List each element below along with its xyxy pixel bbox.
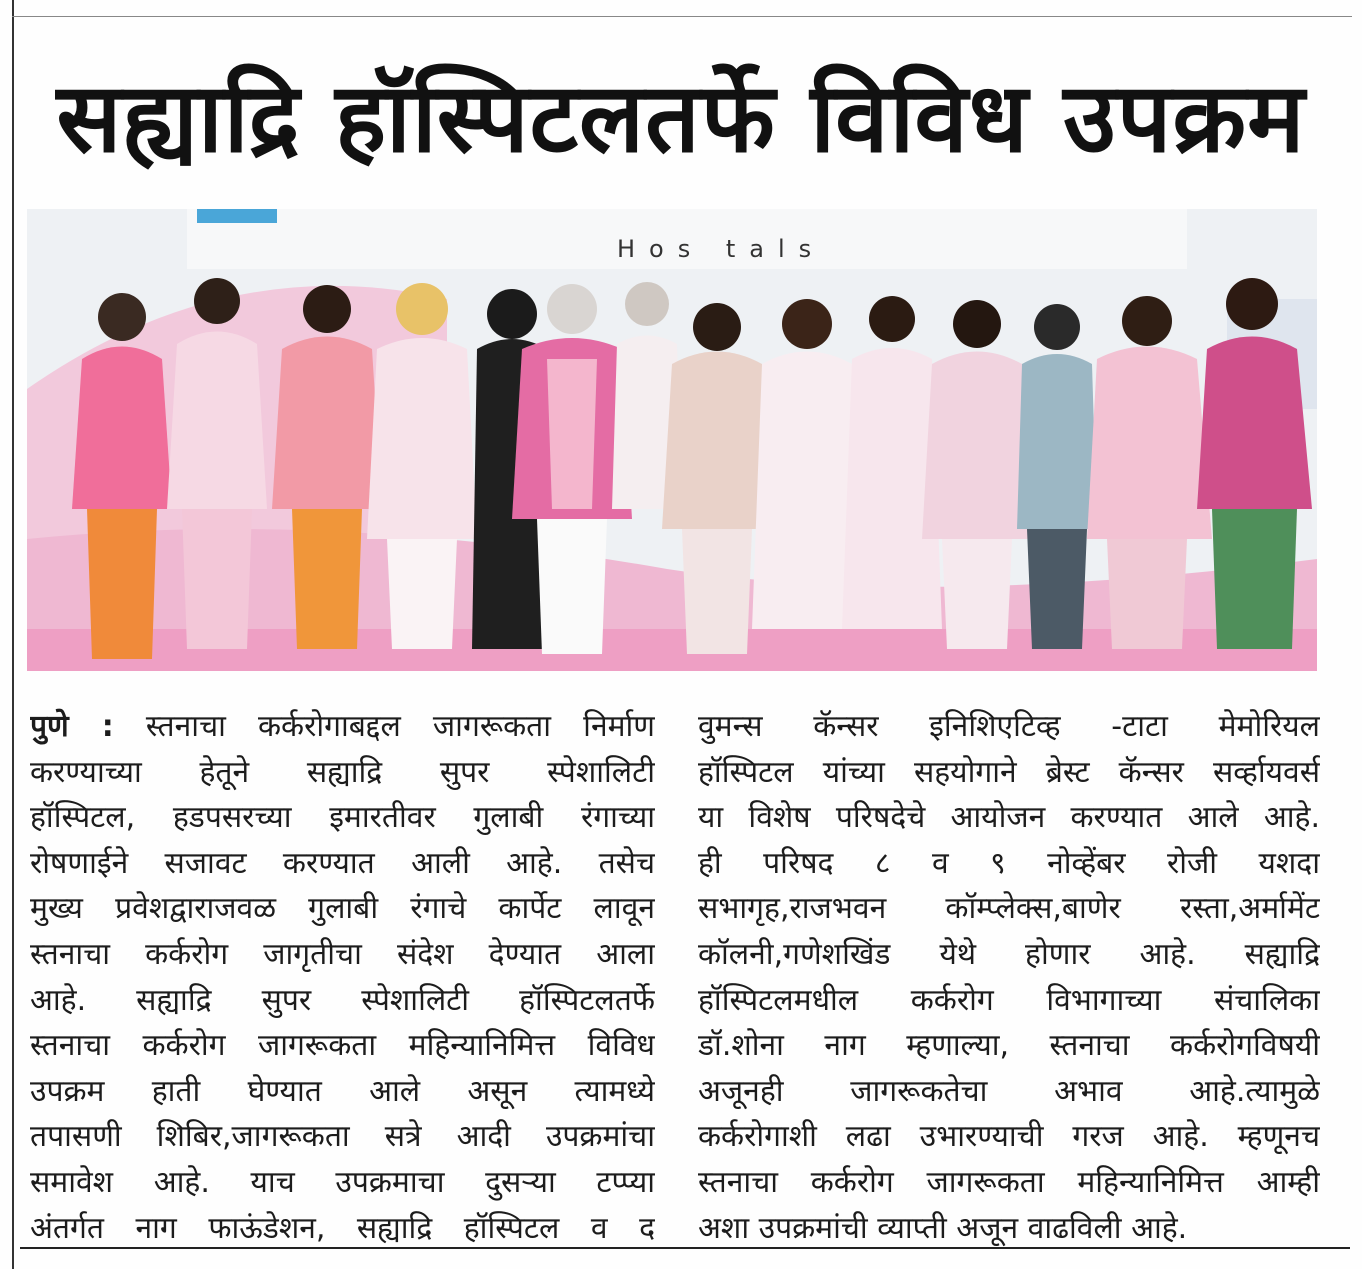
article-text: स्तनाचा कर्करोगाबद्दल जागरूकता निर्माण — [145, 709, 655, 744]
article-line: उपक्रम हाती घेण्यात आले असून त्यामध्ये — [30, 1073, 655, 1109]
article-line: सभागृह,राजभवन कॉम्प्लेक्स,बाणेर रस्ता,अर्मामेंट — [698, 891, 1320, 927]
article-line: रोषणाईने सजावट करण्यात आली आहे. तसेच — [30, 845, 655, 881]
article-line: स्तनाचा कर्करोग जागरूकता महिन्यानिमित्त आम्ही — [698, 1164, 1320, 1200]
hospital-banner-text: Hos tals — [617, 235, 826, 263]
article-line: कॉलनी,गणेशखिंड येथे होणार आहे. सह्याद्रि — [698, 936, 1320, 972]
article-line — [30, 704, 655, 750]
article-line: हॉस्पिटल, हडपसरच्या इमारतीवर गुलाबी रंगाच्या — [30, 800, 655, 836]
headline: सह्याद्रि हॉस्पिटलतर्फे विविध उपक्रम — [56, 62, 1306, 174]
group-photo-illustration — [27, 209, 1317, 671]
article-line: डॉ.शोना नाग म्हणाल्या, स्तनाचा कर्करोगविषयी — [698, 1028, 1320, 1064]
article-line: ही परिषद ८ व ९ नोव्हेंबर रोजी यशदा — [698, 845, 1320, 881]
article-line: करण्याच्या हेतूने सह्याद्रि सुपर स्पेशालिटी — [30, 754, 655, 790]
group-photo — [27, 209, 1317, 671]
article-line: आहे. सह्याद्रि सुपर स्पेशालिटी हॉस्पिटलतर्फे — [30, 982, 655, 1018]
article-line: समावेश आहे. याच उपक्रमाचा दुसर्‍या टप्प्या — [30, 1164, 655, 1200]
article-line: या विशेष परिषदेचे आयोजन करण्यात आले आहे. — [698, 800, 1320, 836]
article-line: मुख्य प्रवेशद्वाराजवळ गुलाबी रंगाचे कार्पेट लावून — [30, 891, 655, 927]
article-line: स्तनाचा कर्करोग जागृतीचा संदेश देण्यात आला — [30, 936, 655, 972]
article-line: कर्करोगाशी लढा उभारण्याची गरज आहे. म्हणूनच — [698, 1119, 1320, 1155]
article-column-right — [698, 704, 1320, 1251]
top-border-rule — [12, 16, 1352, 17]
article-line: अंतर्गत नाग फाऊंडेशन, सह्याद्रि हॉस्पिटल व द — [30, 1210, 655, 1246]
bottom-border-rule — [20, 1247, 1350, 1249]
left-border-rule — [12, 0, 14, 1269]
article-line: स्तनाचा कर्करोग जागरूकता महिन्यानिमित्त विविध — [30, 1028, 655, 1064]
article-line: अजूनही जागरूकतेचा अभाव आहे.त्यामुळे — [698, 1073, 1320, 1109]
article-line: हॉस्पिटलमधील कर्करोग विभागाच्या संचालिका — [698, 982, 1320, 1018]
article-line: हॉस्पिटल यांच्या सहयोगाने ब्रेस्ट कॅन्सर सर्व्हायवर्स — [698, 754, 1320, 790]
article-line: अशा उपक्रमांची व्याप्ती अजून वाढविली आहे. — [698, 1210, 1188, 1246]
article-column-left — [30, 704, 655, 1251]
dateline: पुणे : — [30, 709, 114, 744]
article-line: वुमन्स कॅन्सर इनिशिएटिव्ह -टाटा मेमोरियल — [698, 709, 1320, 744]
article-line: तपासणी शिबिर,जागरूकता सत्रे आदी उपक्रमांचा — [30, 1119, 655, 1155]
